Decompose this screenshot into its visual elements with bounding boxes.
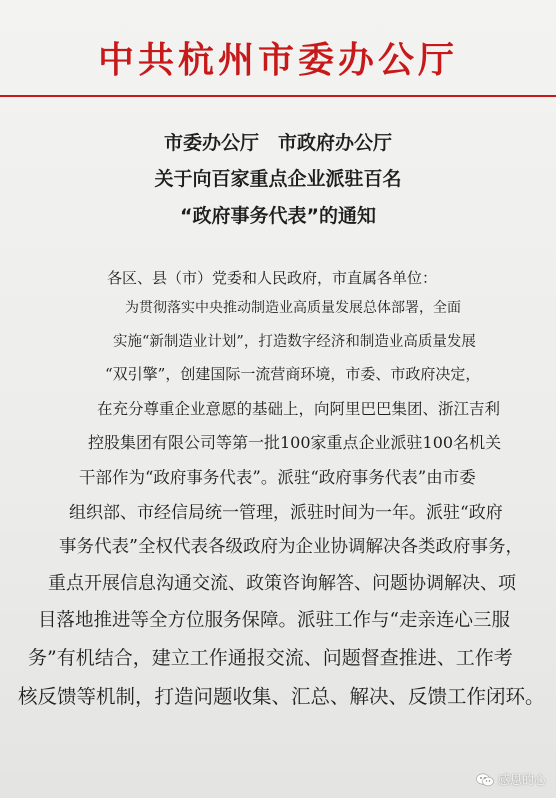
notice-title-line-3: “政府事务代表”的通知 (180, 205, 376, 227)
body-line: 核反馈等机制，打造问题收集、汇总、解决、反馈工作闭环。 (18, 685, 545, 708)
body-line: 干部作为“政府事务代表”。派驻“政府事务代表”由市委 (79, 468, 476, 487)
body-line: 实施“新制造业计划”，打造数字经济和制造业高质量发展 (113, 334, 476, 350)
body-line: 务”有机结合，建立工作通报交流、问题督查推进、工作考 (28, 647, 513, 669)
salutation: 各区、县（市）党委和人民政府，市直属各单位： (107, 269, 438, 287)
masthead-title: 中共杭州市委办公厅 (97, 39, 458, 81)
masthead-red-rule (0, 95, 556, 97)
watermark (476, 771, 546, 788)
notice-title-line-1: 市委办公厅 市政府办公厅 (163, 132, 392, 154)
notice-title-line-2: 关于向百家重点企业派驻百名 (154, 168, 402, 190)
body-line: 目落地推进等全方位服务保障。派驻工作与“走亲连心三服 (38, 610, 510, 631)
wechat-icon (476, 773, 494, 787)
body-line: 控股集团有限公司等第一批100家重点企业派驻100名机关 (88, 433, 502, 452)
body-line: 组织部、市经信局统一管理，派驻时间为一年。派驻“政府 (69, 503, 503, 523)
body-line: 重点开展信息沟通交流、政策咨询解答、问题协调解决、项 (48, 573, 516, 594)
body-line: “双引擎”，创建国际一流营商环境，市委、市政府决定， (105, 365, 481, 383)
body-line: 为贯彻落实中央推动制造业高质量发展总体部署，全面 (125, 300, 461, 316)
body-line: 事务代表”全权代表各级政府为企业协调解决各类政府事务， (59, 537, 523, 557)
watermark-text: 感恩的心 (497, 773, 546, 787)
body-line: 在充分尊重企业意愿的基础上，向阿里巴巴集团、浙江吉利 (97, 400, 501, 418)
